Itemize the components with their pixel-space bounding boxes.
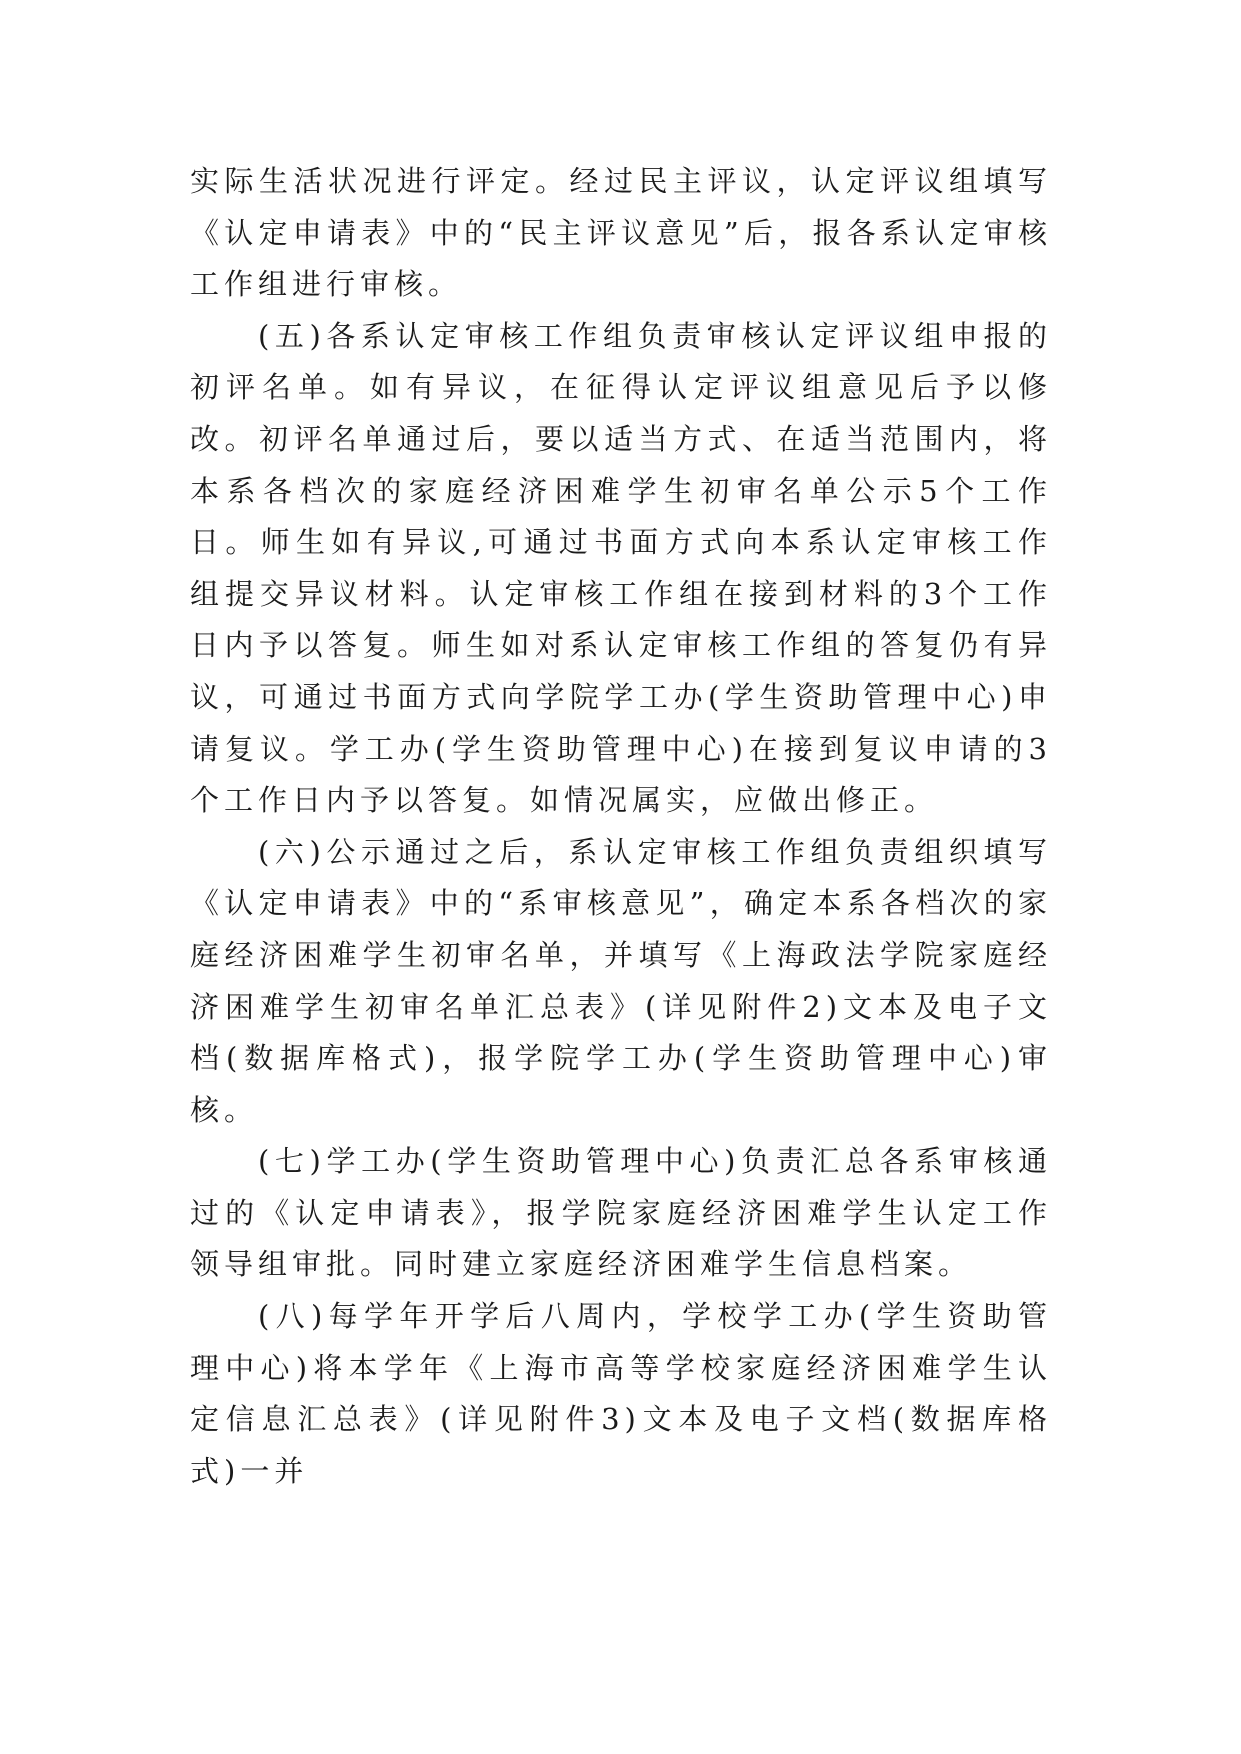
paragraph-7-summary: (七)学工办(学生资助管理中心)负责汇总各系审核通过的《认定申请表》，报学院家庭经济困难学生认定工作领导组审批。同时建立家庭经济困难学生信息档案。 [190, 1144, 1052, 1282]
paragraph-1: 实际生活状况进行评定。经过民主评议，认定评议组填写《认定申请表》中的“民主评议意见”后，报各系认定审核工作组进行审核。 [190, 164, 1052, 302]
document-body [190, 156, 1052, 1497]
paragraph-5-review: (五)各系认定审核工作组负责审核认定评议组申报的初评名单。如有异议，在征得认定评议组意见后予以修改。初评名单通过后，要以适当方式、在适当范围内，将本系各档次的家庭经济困难学生初审名单公示5个工作日。师生如有异议,可通过书面方式向本系认定审核工作组提交异议材料。认定审核工作组在接到材料的3个工作日内予以答复。师生如对系认定审核工作组的答复仍有异议，可通过书面方式向学院学工办(学生资助管理中心)申请复议。学工办(学生资助管理中心)在接到复议申请的3个工作日内予以答复。如情况属实，应做出修正。 [190, 318, 1052, 818]
paragraph-6-publicity: (六)公示通过之后，系认定审核工作组负责组织填写《认定申请表》中的“系审核意见”，确定本系各档次的家庭经济困难学生初审名单，并填写《上海政法学院家庭经济困难学生初审名单汇总表》(详见附件2)文本及电子文档(数据库格式)，报学院学工办(学生资助管理中心)审核。 [190, 834, 1052, 1127]
paragraph-8-annual-report: (八)每学年开学后八周内，学校学工办(学生资助管理中心)将本学年《上海市高等学校家庭经济困难学生认定信息汇总表》(详见附件3)文本及电子文档(数据库格式)一并 [190, 1299, 1052, 1488]
